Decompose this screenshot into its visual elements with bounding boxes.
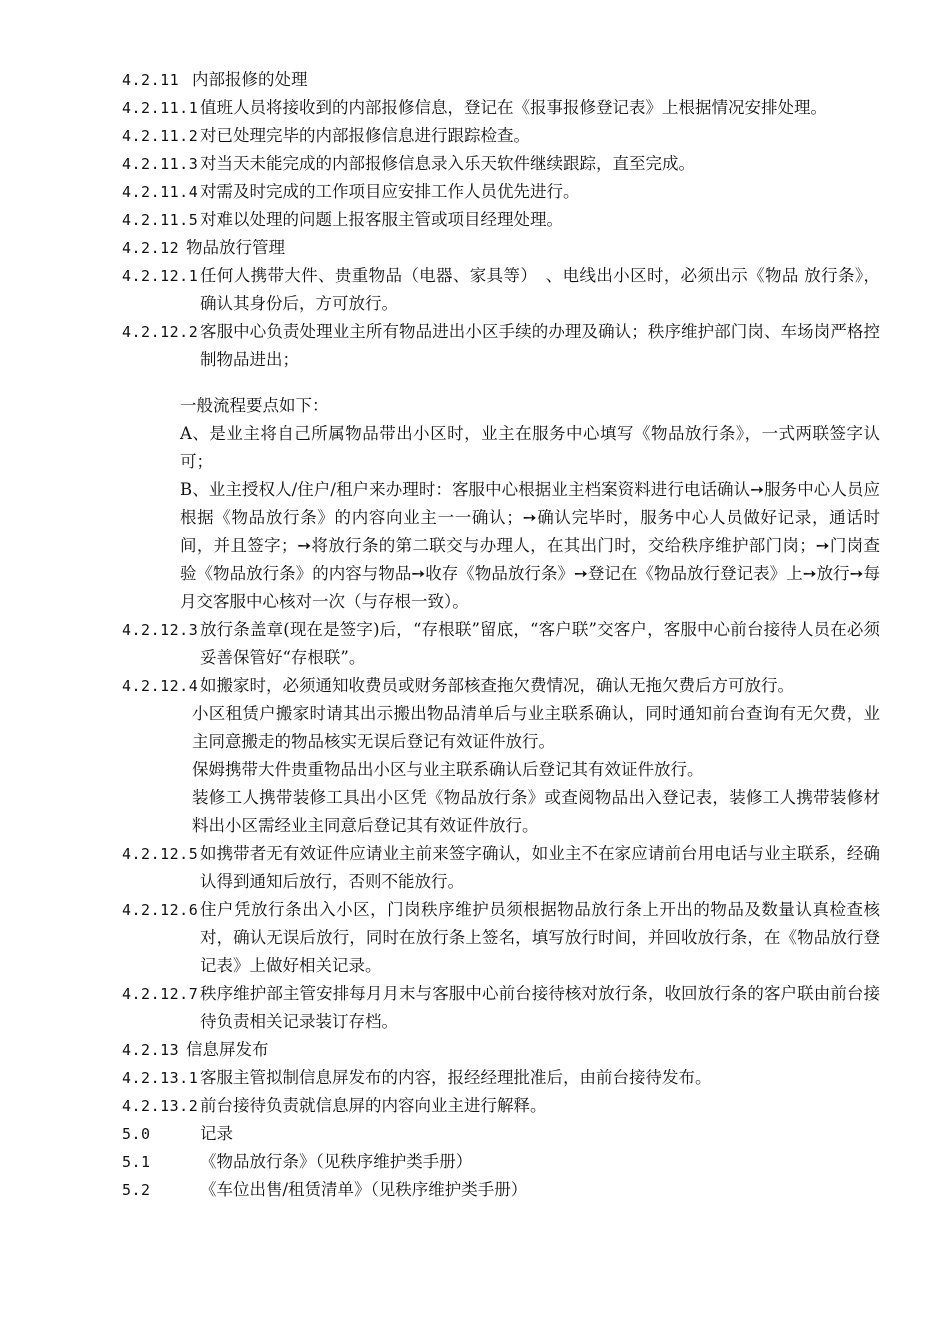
clause: [122, 616, 880, 672]
clause-number: 4.2.11.5: [122, 211, 199, 229]
clause-paragraph: 小区租赁户搬家时请其出示搬出物品清单后与业主联系确认，同时通知前台查询有无欠费，业主同意搬走的物品核实无误后登记有效证件放行。: [192, 704, 880, 751]
section-number: 4.2.12: [122, 239, 180, 257]
flow-step-a: A、是业主将自己所属物品带出小区时，业主在服务中心填写《物品放行条》，一式两联签字认可；: [180, 424, 880, 471]
clause: [122, 150, 880, 178]
section-title: 信息屏发布: [186, 1040, 269, 1059]
document-body: [122, 66, 880, 1204]
clause-number: 4.2.11.3: [122, 155, 199, 173]
record-text: 《物品放行条》（见秩序维护类手册）: [200, 1152, 473, 1171]
clause: [122, 206, 880, 234]
clause-number: 4.2.11.4: [122, 183, 199, 201]
clause: [122, 178, 880, 206]
clause-number: 4.2.12.6: [122, 901, 199, 919]
clause-number: 4.2.12.3: [122, 621, 199, 639]
clause-number: 4.2.12.1: [122, 267, 199, 285]
clause-number: 4.2.12.4: [122, 677, 199, 695]
clause-text: 住户凭放行条出入小区，门岗秩序维护员须根据物品放行条上开出的物品及数量认真检查核对，确认无误后放行，同时在放行条上签名，填写放行时间，并回收放行条，在《物品放行登记表》上做好相关记录。: [200, 900, 880, 975]
clause: [122, 1092, 880, 1120]
clause-text: 客服中心负责处理业主所有物品进出小区手续的办理及确认；秩序维护部门岗、车场岗严格控制物品进出；: [200, 322, 880, 369]
clause: [122, 980, 880, 1036]
section-heading: [122, 66, 880, 94]
clause: [122, 122, 880, 150]
record-text: 《车位出售/租赁清单》（见秩序维护类手册）: [200, 1180, 528, 1199]
clause-text: 对当天未能完成的内部报修信息录入乐天软件继续跟踪，直至完成。: [200, 154, 695, 173]
clause-text: 对需及时完成的工作项目应安排工作人员优先进行。: [200, 182, 580, 201]
section-title: 物品放行管理: [186, 238, 285, 257]
clause-text: 对已处理完毕的内部报修信息进行跟踪检查。: [200, 126, 530, 145]
clause: [122, 94, 880, 122]
clause-number: 4.2.11.2: [122, 127, 199, 145]
clause-text: 对难以处理的问题上报客服主管或项目经理处理。: [200, 210, 563, 229]
clause-text: 任何人携带大件、贵重物品（电器、家具等） 、电线出小区时，必须出示《物品 放行条》，确认其身份后，方可放行。: [200, 266, 880, 313]
clause-paragraph: 装修工人携带装修工具出小区凭《物品放行条》或查阅物品出入登记表，装修工人携带装修材料出小区需经业主同意后登记其有效证件放行。: [192, 788, 880, 835]
section-heading: [122, 234, 880, 262]
clause-text: 秩序维护部主管安排每月月末与客服中心前台接待核对放行条，收回放行条的客户联由前台接待负责相关记录装订存档。: [200, 984, 880, 1031]
section-number: 4.2.11: [122, 71, 180, 89]
clause: [122, 672, 880, 700]
record-item: [122, 1176, 880, 1204]
section-title: 内部报修的处理: [192, 70, 308, 89]
clause-text: 值班人员将接收到的内部报修信息，登记在《报事报修登记表》上根据情况安排处理。: [200, 98, 827, 117]
paragraph-gap: [122, 374, 880, 392]
clause-text: 如携带者无有效证件应请业主前来签字确认，如业主不在家应请前台用电话与业主联系，经确认得到通知后放行，否则不能放行。: [200, 844, 880, 891]
clause: [122, 318, 880, 374]
clause-text: 放行条盖章(现在是签字)后，“存根联”留底，“客户联”交客户，客服中心前台接待人员在必须妥善保管好“存根联”。: [200, 620, 880, 667]
clause: [122, 1064, 880, 1092]
section-number: 4.2.13: [122, 1041, 180, 1059]
clause-text: 前台接待负责就信息屏的内容向业主进行解释。: [200, 1096, 547, 1115]
clause: [122, 896, 880, 980]
record-item: [122, 1148, 880, 1176]
clause-number: 4.2.13.1: [122, 1069, 199, 1087]
section-heading: [122, 1036, 880, 1064]
section-heading: [122, 1120, 880, 1148]
record-number: 5.2: [122, 1181, 151, 1199]
clause-text: 如搬家时，必须通知收费员或财务部核查拖欠费情况，确认无拖欠费后方可放行。: [200, 676, 794, 695]
clause-number: 4.2.13.2: [122, 1097, 199, 1115]
clause-number: 4.2.12.7: [122, 985, 199, 1003]
clause-number: 4.2.11.1: [122, 99, 199, 117]
clause: [122, 262, 880, 318]
record-number: 5.1: [122, 1153, 151, 1171]
flow-heading: 一般流程要点如下：: [180, 396, 329, 415]
clause-number: 4.2.12.2: [122, 323, 199, 341]
section-title: 记录: [200, 1124, 233, 1143]
section-number: 5.0: [122, 1125, 151, 1143]
flow-step-b: B、业主授权人/住户/租户来办理时：客服中心根据业主档案资料进行电话确认➙服务中心人员应根据《物品放行条》的内容向业主一一确认；➙确认完毕时，服务中心人员做好记录，通话时间，并且签字；➙将放行条的第二联交与办理人，在其出门时，交给秩序维护部门岗；➙门岗查验《物品放行条》的内容与物品➙收存《物品放行条》➙登记在《物品放行登记表》上➙放行➙每月交客服中心核对一次（与存根一致）。: [180, 480, 880, 611]
clause-number: 4.2.12.5: [122, 845, 199, 863]
clause-text: 客服主管拟制信息屏发布的内容，报经经理批准后，由前台接待发布。: [200, 1068, 712, 1087]
clause: [122, 840, 880, 896]
clause-paragraph: 保姆携带大件贵重物品出小区与业主联系确认后登记其有效证件放行。: [192, 760, 704, 779]
